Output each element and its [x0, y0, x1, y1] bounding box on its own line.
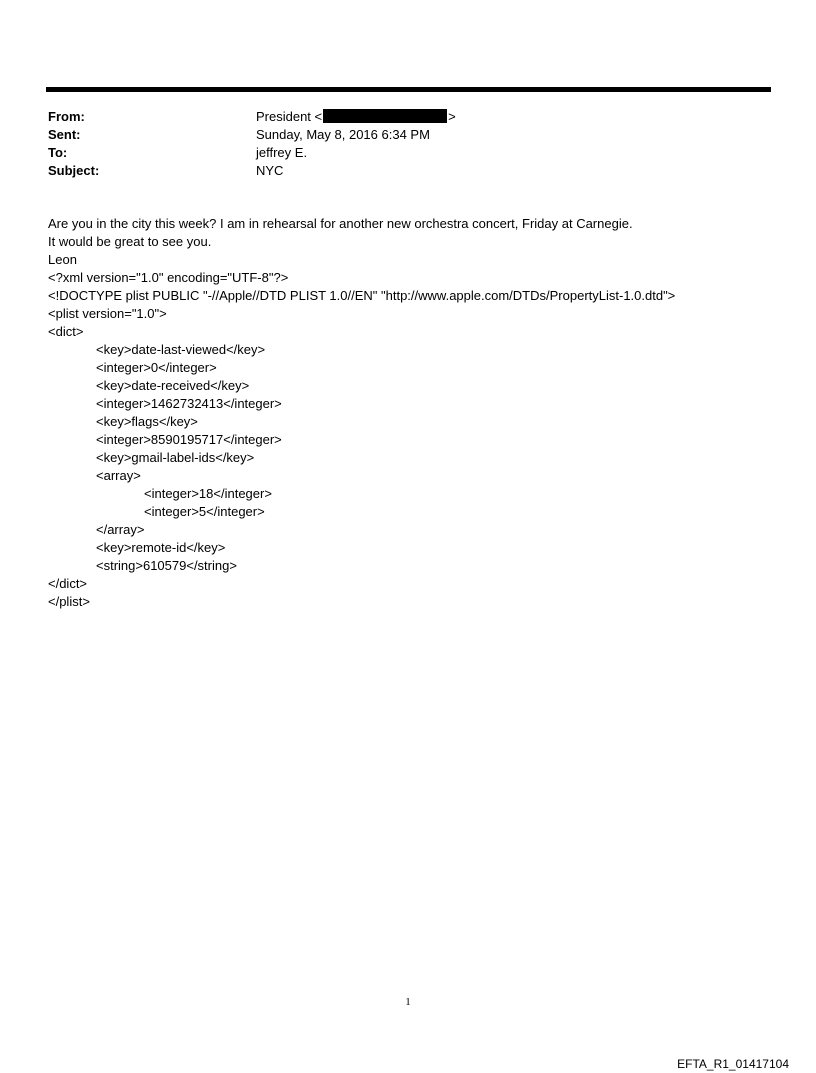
body-line: <key>gmail-label-ids</key> [96, 450, 255, 465]
to-label: To: [48, 145, 68, 160]
from-label: From: [48, 109, 85, 124]
from-value [256, 108, 456, 126]
body-line: <integer>18</integer> [144, 486, 272, 501]
sent-label: Sent: [48, 127, 81, 142]
body-line: <plist version="1.0"> [48, 306, 167, 321]
body-line: <key>date-last-viewed</key> [96, 342, 266, 357]
body-line: <integer>5</integer> [144, 504, 265, 519]
from-name: President < [256, 109, 323, 124]
body-line: <!DOCTYPE plist PUBLIC "-//Apple//DTD PLIST 1.0//EN" "http://www.apple.com/DTDs/PropertyList-1.0.dtd"> [48, 288, 676, 303]
body-line: <string>610579</string> [96, 558, 237, 573]
to-value: jeffrey E. [256, 145, 308, 160]
body-line: </plist> [48, 594, 90, 609]
body-line: <dict> [48, 324, 84, 339]
document-id: EFTA_R1_01417104 [677, 1057, 789, 1071]
header-rule [46, 87, 771, 92]
body-line: Leon [48, 252, 77, 267]
subject-label: Subject: [48, 163, 100, 178]
body-line: <array> [96, 468, 141, 483]
body-line: </array> [96, 522, 145, 537]
redaction-box [323, 109, 447, 123]
subject-value: NYC [256, 163, 284, 178]
body-line: <key>flags</key> [96, 414, 198, 429]
body-line: Are you in the city this week? I am in rehearsal for another new orchestra concert, Friday at Carnegie. [48, 216, 633, 231]
body-line: <?xml version="1.0" encoding="UTF-8"?> [48, 270, 289, 285]
body-line: <key>date-received</key> [96, 378, 250, 393]
page-number: 1 [405, 996, 411, 1008]
email-body [48, 215, 788, 611]
body-line: It would be great to see you. [48, 234, 212, 249]
body-line: <key>remote-id</key> [96, 540, 226, 555]
from-bracket-close: > [448, 109, 456, 124]
sent-value: Sunday, May 8, 2016 6:34 PM [256, 127, 430, 142]
body-line: </dict> [48, 576, 88, 591]
body-line: <integer>1462732413</integer> [96, 396, 282, 411]
body-line: <integer>0</integer> [96, 360, 217, 375]
body-line: <integer>8590195717</integer> [96, 432, 282, 447]
